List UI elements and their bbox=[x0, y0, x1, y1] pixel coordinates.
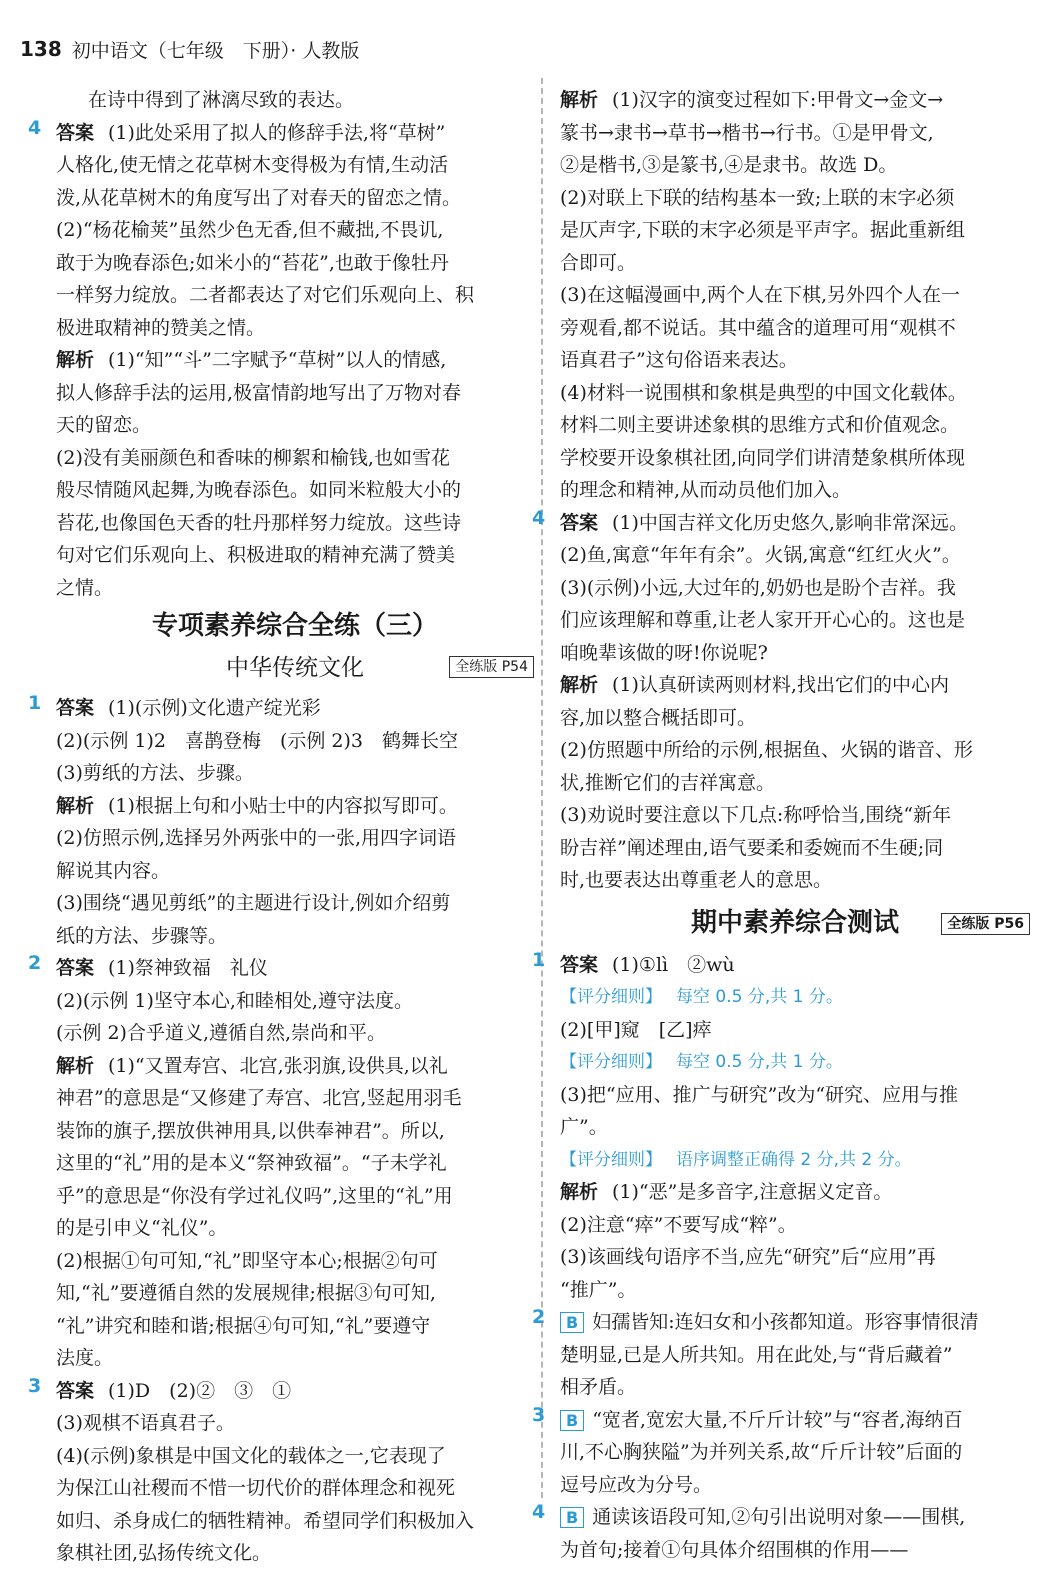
analysis-label: 解析 bbox=[56, 349, 95, 371]
column-divider bbox=[541, 78, 543, 1498]
scoring-text: 语序调整正确得 2 分,共 2 分。 bbox=[676, 1149, 912, 1170]
question-number: 2 bbox=[28, 952, 42, 974]
scoring-label: 【评分细则】 bbox=[560, 987, 662, 1007]
analysis-line: 苔花,也像国色天香的牡丹那样努力绽放。这些诗 bbox=[56, 511, 462, 534]
analysis-line: 句对它们乐观向上、积极进取的精神充满了赞美 bbox=[56, 544, 456, 566]
analysis-label: 解析 bbox=[560, 674, 599, 696]
scoring-rule bbox=[560, 1144, 1030, 1177]
analysis-line: (2)仿照示例,选择另外两张中的一张,用四字词语 bbox=[56, 827, 456, 849]
analysis-line: 状,推断它们的吉祥寓意。 bbox=[560, 771, 776, 794]
analysis-line: 解说其内容。 bbox=[56, 859, 171, 882]
analysis-line: (3)劝说时要注意以下几点:称呼恰当,围绕“新年 bbox=[560, 804, 952, 826]
answer-line: 相矛盾。 bbox=[560, 1376, 637, 1398]
question-number: 3 bbox=[532, 1403, 546, 1426]
question-number: 3 bbox=[28, 1374, 42, 1397]
subsection-title: 中华传统文化 bbox=[226, 655, 364, 681]
question-number: 4 bbox=[532, 1501, 546, 1523]
analysis-line: 这里的“礼”用的是本义“祭神致福”。“子未学礼 bbox=[56, 1152, 447, 1174]
analysis-line: 之情。 bbox=[56, 576, 114, 599]
answer-line: (2)(示例 1)2 喜鹊登梅 (示例 2)3 鹤舞长空 bbox=[56, 729, 458, 752]
midterm-title: 期中素养综合测试 bbox=[690, 907, 899, 938]
page-number: 138 bbox=[20, 37, 62, 61]
analysis-line: 旁观看,都不说话。其中蕴含的道理可用“观棋不 bbox=[560, 316, 956, 339]
analysis-line: 学校要开设象棋社团,向同学们讲清楚象棋所体现 bbox=[560, 446, 966, 469]
analysis-line: 天的留恋。 bbox=[56, 414, 152, 436]
page-header bbox=[20, 32, 359, 66]
analysis-line: (2)注意“瘁”不要写成“粹”。 bbox=[560, 1213, 797, 1236]
text-line: 在诗中得到了淋漓尽致的表达。 bbox=[88, 89, 355, 111]
analysis-line: 篆书→隶书→草书→楷书→行书。①是甲骨文, bbox=[560, 121, 934, 144]
analysis-line: (2)没有美丽颜色和香味的柳絮和榆钱,也如雪花 bbox=[56, 446, 450, 469]
analysis-line: (1)认真研读两则材料,找出它们的中心内 bbox=[612, 674, 949, 696]
left-column bbox=[28, 84, 534, 1570]
answer-line: (2)(示例 1)坚守本心,和睦相处,遵守法度。 bbox=[56, 989, 413, 1012]
book-title: 初中语文（七年级 下册）· 人教版 bbox=[71, 39, 360, 62]
answer-label: 答案 bbox=[56, 121, 95, 144]
question-number: 4 bbox=[28, 116, 42, 139]
analysis-line: (1)“又置寿宫、北宫,张羽旗,设供具,以礼 bbox=[108, 1054, 448, 1077]
analysis-label: 解析 bbox=[56, 794, 95, 817]
question-number: 1 bbox=[532, 948, 546, 971]
question-m1 bbox=[532, 948, 1030, 1307]
subsection-header bbox=[56, 648, 534, 688]
q4-continuation bbox=[56, 84, 534, 117]
section-title: 专项素养综合全练（三） bbox=[151, 611, 438, 641]
answer-choice-badge: B bbox=[560, 1410, 584, 1431]
answer-line: 象棋社团,弘扬传统文化。 bbox=[56, 1542, 272, 1564]
question-m2 bbox=[532, 1306, 1030, 1404]
analysis-line: (3)在这幅漫画中,两个人在下棋,另外四个人在一 bbox=[560, 284, 960, 306]
answer-line: (1)①lì ②wù bbox=[612, 953, 735, 976]
answer-line: 逗号应改为分号。 bbox=[560, 1473, 713, 1496]
scoring-label: 【评分细则】 bbox=[560, 1052, 662, 1072]
analysis-line: 盼吉祥”阐述理由,语气要柔和委婉而不生硬;同 bbox=[560, 836, 944, 859]
analysis-line: 材料二则主要讲述象棋的思维方式和价值观念。 bbox=[560, 414, 960, 436]
answer-line: 广”。 bbox=[560, 1116, 608, 1138]
analysis-line: ②是楷书,③是篆书,④是隶书。故选 D。 bbox=[560, 154, 898, 176]
answer-line: 泼,从花草树木的角度写出了对春天的留恋之情。 bbox=[56, 186, 462, 209]
question-4 bbox=[28, 116, 534, 605]
analysis-line: 乎”的意思是“你没有学过礼仪吗”,这里的“礼”用 bbox=[56, 1184, 453, 1207]
question-number: 4 bbox=[532, 506, 546, 529]
answer-line: (3)剪纸的方法、步骤。 bbox=[56, 762, 254, 784]
answer-line: 们应该理解和尊重,让老人家开开心心的。这也是 bbox=[560, 609, 966, 631]
analysis-line: 神君”的意思是“又修建了寿宫、北宫,竖起用羽毛 bbox=[56, 1087, 462, 1109]
scoring-rule bbox=[560, 1046, 1030, 1079]
question-number: 2 bbox=[532, 1306, 546, 1328]
analysis-line: 知,“礼”要遵循自然的发展规律;根据③句可知, bbox=[56, 1282, 436, 1304]
question-s2 bbox=[28, 952, 534, 1375]
answer-line: (1)D (2)② ③ ① bbox=[108, 1379, 292, 1402]
analysis-line: (1)“知”“斗”二字赋予“草树”以人的情感, bbox=[108, 349, 447, 371]
analysis-line: 纸的方法、步骤等。 bbox=[56, 924, 228, 947]
scoring-label: 【评分细则】 bbox=[560, 1149, 662, 1170]
scoring-text: 每空 0.5 分,共 1 分。 bbox=[676, 1052, 843, 1072]
analysis-line: 的理念和精神,从而动员他们加入。 bbox=[560, 479, 852, 501]
answer-label: 答案 bbox=[56, 957, 95, 979]
analysis-line: (1)根据上句和小贴士中的内容拟写即可。 bbox=[108, 794, 458, 817]
answer-label: 答案 bbox=[56, 1379, 95, 1402]
page-reference-badge: 全练版 P54 bbox=[449, 656, 534, 678]
answer-choice-badge: B bbox=[560, 1507, 584, 1528]
analysis-line: 拟人修辞手法的运用,极富情韵地写出了万物对春 bbox=[56, 381, 462, 404]
question-s3-analysis bbox=[560, 84, 1030, 507]
answer-line: (3)观棋不语真君子。 bbox=[56, 1412, 235, 1434]
question-s4 bbox=[532, 506, 1030, 897]
analysis-line: 语真君子”这句俗语来表达。 bbox=[560, 349, 798, 371]
answer-line: (2)[甲]窥 [乙]瘁 bbox=[560, 1018, 712, 1041]
analysis-line: (1)汉字的演变过程如下:甲骨文→金文→ bbox=[612, 89, 944, 111]
answer-line: 楚明显,已是人所共知。用在此处,与“背后藏着” bbox=[560, 1343, 953, 1366]
analysis-line: 法度。 bbox=[56, 1347, 114, 1369]
analysis-line: (4)材料一说围棋和象棋是典型的中国文化载体。 bbox=[560, 381, 967, 404]
scoring-text: 每空 0.5 分,共 1 分。 bbox=[676, 987, 843, 1007]
page-reference-badge: 全练版 P56 bbox=[941, 913, 1030, 935]
answer-line: (示例 2)合乎道义,遵循自然,崇尚和平。 bbox=[56, 1022, 387, 1044]
analysis-line: “推广”。 bbox=[560, 1278, 637, 1301]
answer-choice-badge: B bbox=[560, 1312, 584, 1333]
answer-line: (1)(示例)文化遗产绽光彩 bbox=[108, 697, 321, 719]
answer-line: 人格化,使无情之花草树木变得极为有情,生动活 bbox=[56, 154, 449, 176]
answer-line: 妇孺皆知:连妇女和小孩都知道。形容事情很清 bbox=[592, 1311, 979, 1333]
analysis-line: 容,加以整合概括即可。 bbox=[560, 706, 757, 729]
right-column bbox=[532, 84, 1030, 1566]
answer-line: (1)此处采用了拟人的修辞手法,将“草树” bbox=[108, 121, 446, 144]
analysis-line: 时,也要表达出尊重老人的意思。 bbox=[560, 869, 833, 891]
analysis-label: 解析 bbox=[560, 1181, 599, 1203]
analysis-label: 解析 bbox=[560, 89, 599, 111]
answer-line: 为保江山社稷而不惜一切代价的群体理念和视死 bbox=[56, 1477, 456, 1499]
answer-line: (2)“杨花榆荚”虽然少色无香,但不藏拙,不畏讥, bbox=[56, 219, 444, 241]
answer-line: 为首句;接着①句具体介绍围棋的作用—— bbox=[560, 1538, 909, 1561]
analysis-line: (2)根据①句可知,“礼”即坚守本心;根据②句可 bbox=[56, 1249, 438, 1272]
analysis-line: 装饰的旗子,摆放供神用具,以供奉神君”。所以, bbox=[56, 1119, 445, 1142]
answer-line: 敢于为晚春添色;如米小的“苔花”,也敢于像牡丹 bbox=[56, 251, 449, 274]
answer-line: (1)祭神致福 礼仪 bbox=[108, 957, 268, 979]
analysis-label: 解析 bbox=[56, 1054, 95, 1077]
analysis-line: 般尽情随风起舞,为晚春添色。如同米粒般大小的 bbox=[56, 479, 462, 501]
analysis-line: (2)仿照题中所给的示例,根据鱼、火锅的谐音、形 bbox=[560, 739, 973, 761]
analysis-line: 合即可。 bbox=[560, 251, 637, 274]
answer-line: “宽者,宽宏大量,不斤斤计较”与“容者,海纳百 bbox=[592, 1408, 963, 1431]
analysis-line: (2)对联上下联的结构基本一致;上联的末字必须 bbox=[560, 186, 955, 209]
answer-line: (4)(示例)象棋是中国文化的载体之一,它表现了 bbox=[56, 1444, 446, 1467]
answer-line: 通读该语段可知,②句引出说明对象——围棋, bbox=[592, 1506, 966, 1528]
answer-line: 极进取精神的赞美之情。 bbox=[56, 316, 266, 339]
answer-line: 川,不心胸狭隘”为并列关系,故“斤斤计较”后面的 bbox=[560, 1441, 963, 1463]
question-s1 bbox=[28, 692, 534, 952]
answer-line: (2)鱼,寓意“年年有余”。火锅,寓意“红红火火”。 bbox=[560, 544, 961, 566]
question-m4 bbox=[532, 1501, 1030, 1566]
answer-line: (1)中国吉祥文化历史悠久,影响非常深远。 bbox=[612, 511, 968, 534]
scoring-rule bbox=[560, 981, 1030, 1014]
analysis-line: (3)该画线句语序不当,应先“研究”后“应用”再 bbox=[560, 1246, 936, 1268]
answer-line: (3)(示例)小远,大过年的,奶奶也是盼个吉祥。我 bbox=[560, 576, 956, 599]
answer-label: 答案 bbox=[560, 511, 599, 534]
question-m3 bbox=[532, 1403, 1030, 1502]
analysis-line: 是仄声字,下联的末字必须是平声字。据此重新组 bbox=[560, 219, 966, 241]
midterm-header bbox=[560, 901, 1030, 945]
question-s3 bbox=[28, 1374, 534, 1570]
analysis-line: “礼”讲究和睦和谐;根据④句可知,“礼”要遵守 bbox=[56, 1314, 431, 1337]
answer-line: (3)把“应用、推广与研究”改为“研究、应用与推 bbox=[560, 1083, 959, 1106]
answer-label: 答案 bbox=[560, 953, 599, 976]
analysis-line: (1)“恶”是多音字,注意据义定音。 bbox=[612, 1181, 893, 1203]
analysis-line: 的是引申义“礼仪”。 bbox=[56, 1217, 228, 1239]
answer-line: 咱晚辈该做的呀!你说呢? bbox=[560, 641, 768, 664]
answer-line: 如归、杀身成仁的牺牲精神。希望同学们积极加入 bbox=[56, 1509, 475, 1532]
answer-label: 答案 bbox=[56, 697, 95, 719]
analysis-line: (3)围绕“遇见剪纸”的主题进行设计,例如介绍剪 bbox=[56, 892, 451, 914]
answer-line: 一样努力绽放。二者都表达了对它们乐观向上、积 bbox=[56, 284, 475, 306]
question-number: 1 bbox=[28, 692, 42, 714]
